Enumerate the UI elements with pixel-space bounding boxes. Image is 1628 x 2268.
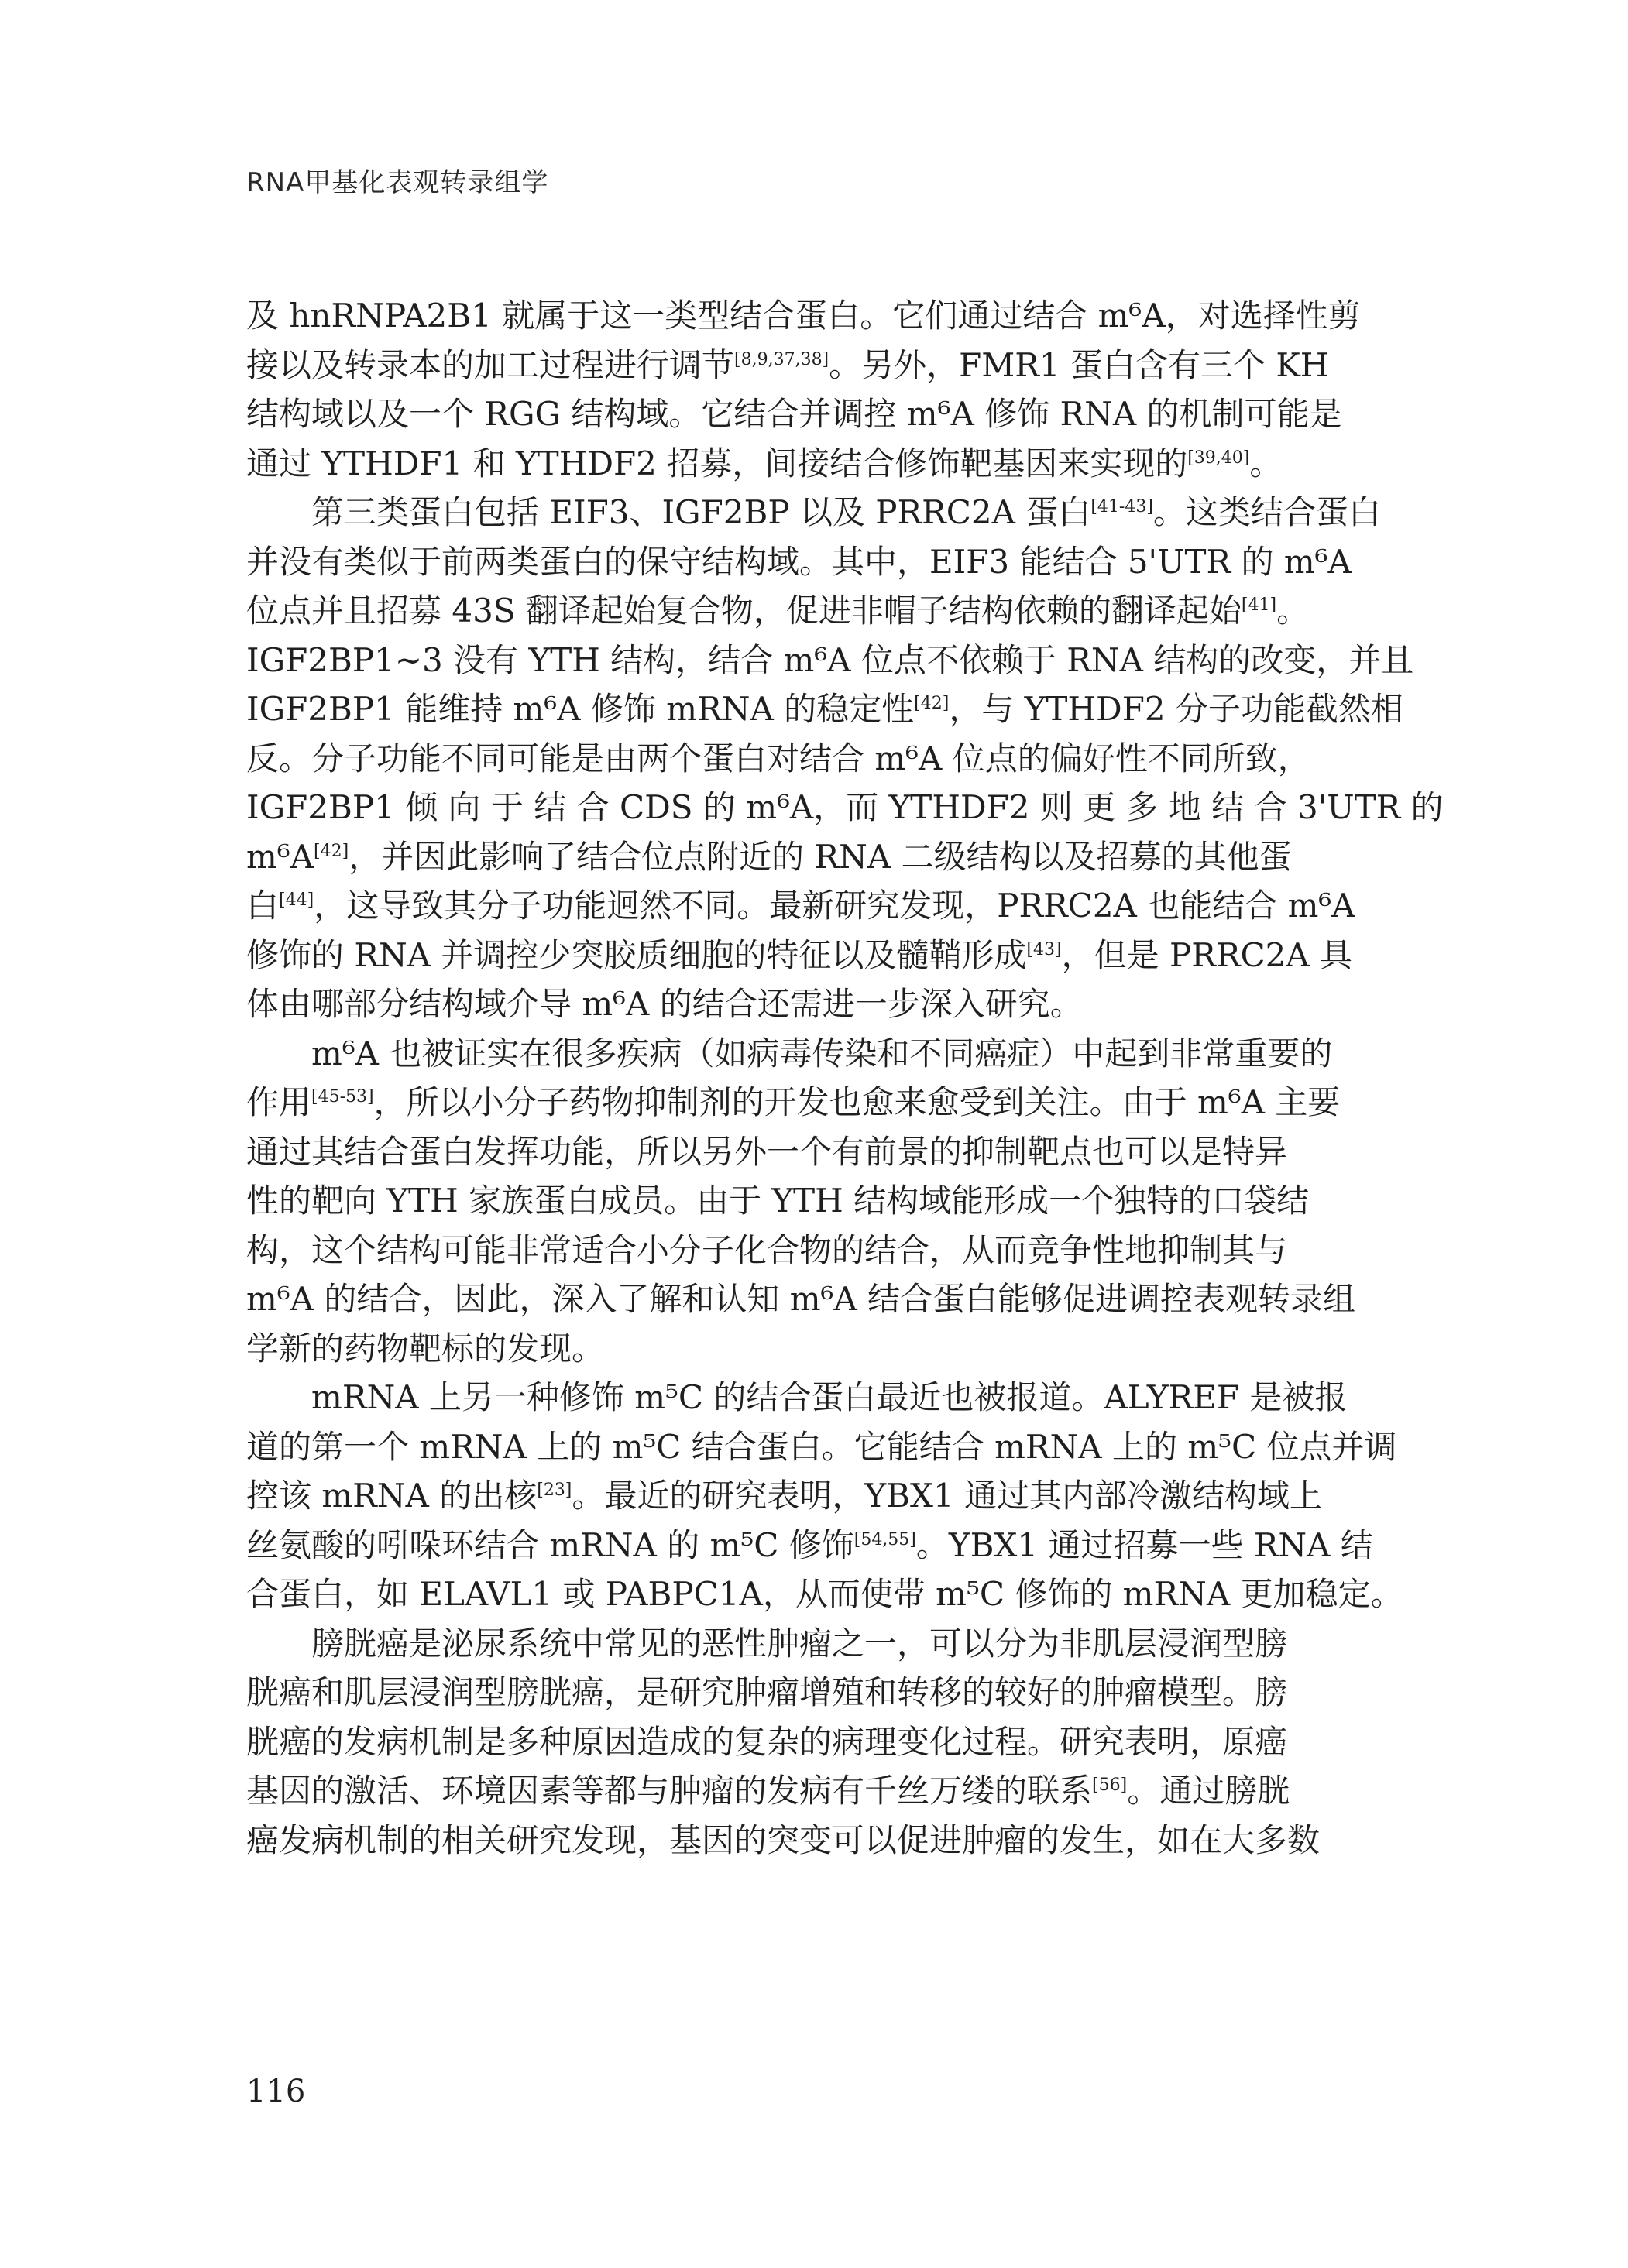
text-line: 癌发病机制的相关研究发现，基因的突变可以促进肿瘤的发生，如在大多数 [246,1820,1321,1859]
running-header: RNA甲基化表观转录组学 [246,167,549,198]
page-number: 116 [246,2074,306,2109]
text-line: 性的靶向 YTH 家族蛋白成员。由于 YTH 结构域能形成一个独特的口袋结 [246,1182,1310,1220]
text-line: IGF2BP1 倾 向 于 结 合 CDS 的 m⁶A，而 YTHDF2 则 更 多 地 结 合 3'UTR 的 [246,788,1444,826]
text-line: 体由哪部分结构域介导 m⁶A 的结合还需进一步深入研究。 [246,985,1083,1023]
paragraph-start-line: 膀胱癌是泌尿系统中常见的恶性肿瘤之一，可以分为非肌层浸润型膀 [311,1624,1288,1662]
text-line: 结构域以及一个 RGG 结构域。它结合并调控 m⁶A 修饰 RNA 的机制可能是 [246,395,1342,433]
text-line: IGF2BP1~3 没有 YTH 结构，结合 m⁶A 位点不依赖于 RNA 结构的改变，并且 [246,640,1414,679]
text-line: 作用[45-53]，所以小分子药物抑制剂的开发也愈来愈受到关注。由于 m⁶A 主要 [246,1083,1341,1121]
text-line: 合蛋白，如 ELAVL1 或 PABPC1A，从而使带 m⁵C 修饰的 mRNA 更加稳定。 [246,1575,1403,1613]
text-line: 接以及转录本的加工过程进行调节[8,9,37,38]。另外，FMR1 蛋白含有三个 KH [246,345,1329,384]
text-line: 构，这个结构可能非常适合小分子化合物的结合，从而竞争性地抑制其与 [246,1230,1288,1269]
text-line: 基因的激活、环境因素等都与肿瘤的发病有千丝万缕的联系[56]。通过膀胱 [246,1772,1290,1810]
text-line: 通过 YTHDF1 和 YTHDF2 招募，间接结合修饰靶基因来实现的[39,40]。 [246,444,1283,482]
text-line: 并没有类似于前两类蛋白的保守结构域。其中，EIF3 能结合 5'UTR 的 m⁶A [246,542,1352,581]
text-line: m⁶A 的结合，因此，深入了解和认知 m⁶A 结合蛋白能够促进调控表观转录组 [246,1280,1356,1318]
text-line: 修饰的 RNA 并调控少突胶质细胞的特征以及髓鞘形成[43]，但是 PRRC2A 具 [246,935,1352,974]
text-line: 控该 mRNA 的出核[23]。最近的研究表明，YBX1 通过其内部冷激结构域上 [246,1477,1322,1515]
text-line: 及 hnRNPA2B1 就属于这一类型结合蛋白。它们通过结合 m⁶A，对选择性剪 [246,297,1361,335]
text-line: 丝氨酸的吲哚环结合 mRNA 的 m⁵C 修饰[54,55]。YBX1 通过招募一些 RNA 结 [246,1525,1373,1564]
text-line: 反。分子功能不同可能是由两个蛋白对结合 m⁶A 位点的偏好性不同所致， [246,739,1310,777]
text-line: IGF2BP1 能维持 m⁶A 修饰 mRNA 的稳定性[42]，与 YTHDF2 分子功能截然相 [246,690,1403,728]
text-line: 道的第一个 mRNA 上的 m⁵C 结合蛋白。它能结合 mRNA 上的 m⁵C 位点并调 [246,1427,1397,1466]
paragraph-start-line: m⁶A 也被证实在很多疾病（如病毒传染和不同癌症）中起到非常重要的 [311,1034,1333,1072]
text-line: 胱癌和肌层浸润型膀胱癌，是研究肿瘤增殖和转移的较好的肿瘤模型。膀 [246,1673,1288,1711]
text-line: 胱癌的发病机制是多种原因造成的复杂的病理变化过程。研究表明，原癌 [246,1722,1288,1761]
body-text [246,291,1444,1865]
paragraph-start-line: 第三类蛋白包括 EIF3、IGF2BP 以及 PRRC2A 蛋白[41-43]。这类结合蛋白 [311,493,1381,531]
text-line: 白[44]，这导致其分子功能迥然不同。最新研究发现，PRRC2A 也能结合 m⁶A [246,887,1355,925]
text-line: 通过其结合蛋白发挥功能，所以另外一个有前景的抑制靶点也可以是特异 [246,1132,1288,1171]
text-line: 学新的药物靶标的发现。 [246,1329,605,1367]
text-line: 位点并且招募 43S 翻译起始复合物，促进非帽子结构依赖的翻译起始[41]。 [246,592,1310,630]
text-line: m⁶A[42]，并因此影响了结合位点附近的 RNA 二级结构以及招募的其他蛋 [246,837,1292,876]
paragraph-start-line: mRNA 上另一种修饰 m⁵C 的结合蛋白最近也被报道。ALYREF 是被报 [311,1378,1348,1416]
